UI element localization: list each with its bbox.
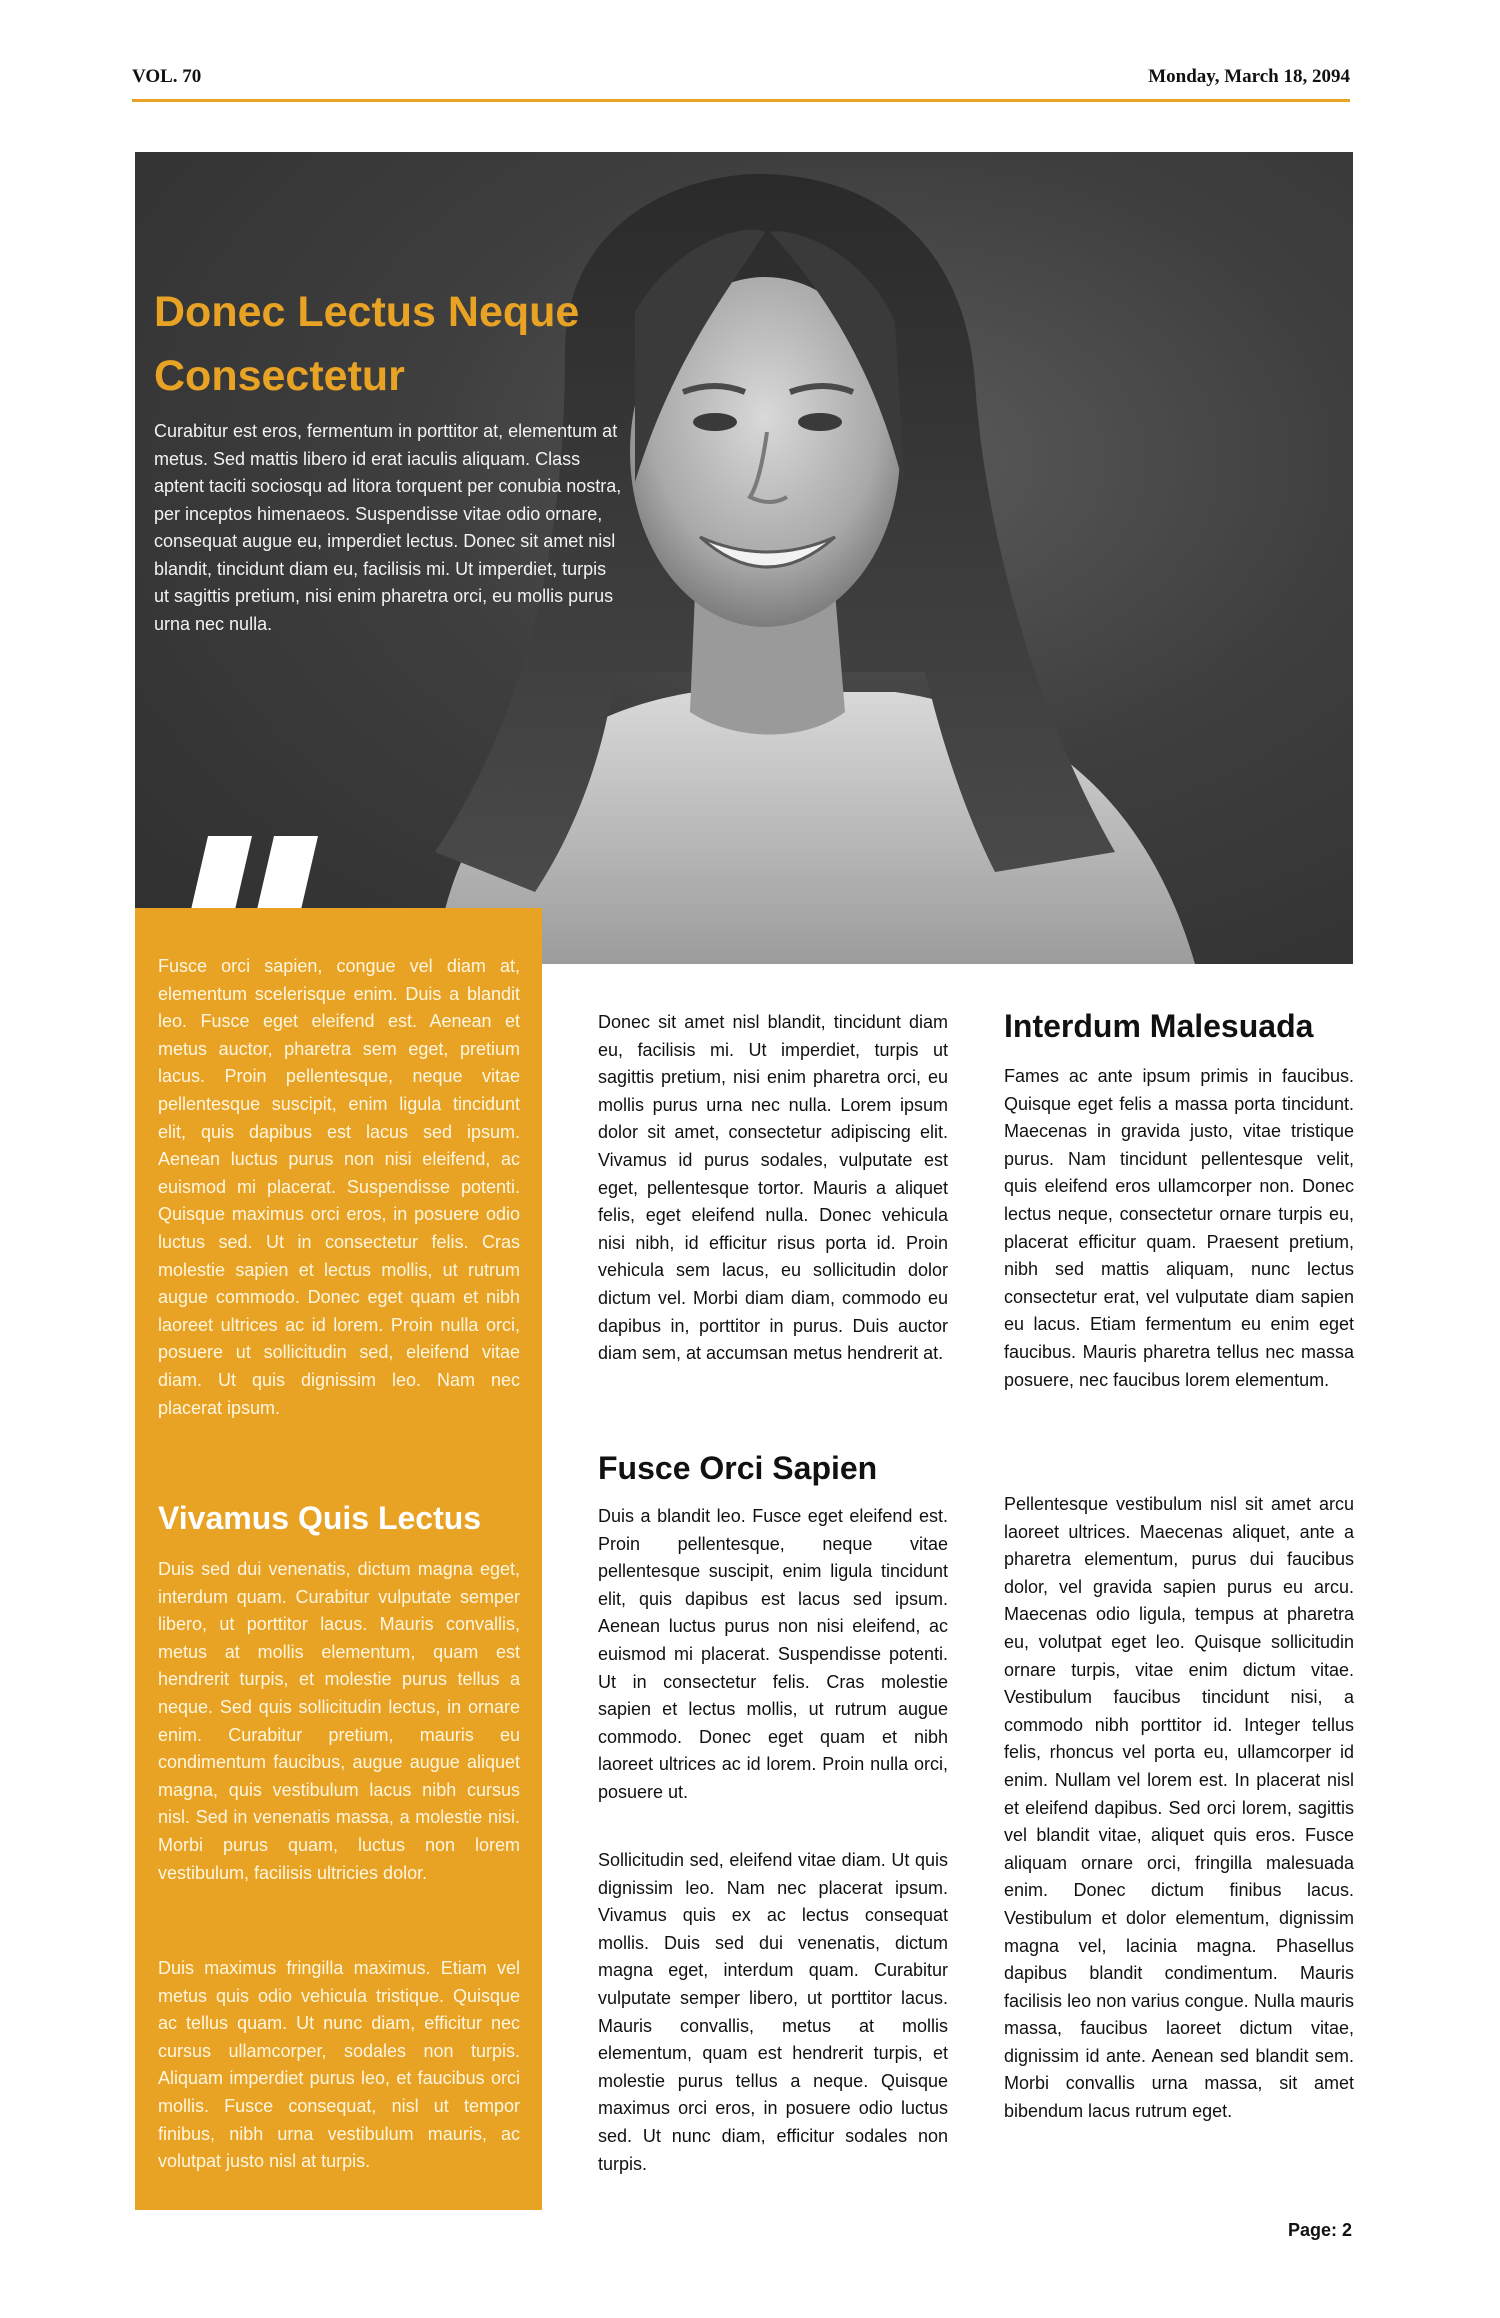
column2-paragraph-2: Duis a blandit leo. Fusce eget eleifend est. Proin pellentesque, neque vitae pellentesque suscipit, enim ligula tincidunt elit, quis dapibus est lacus sed ipsum. Aenean luctus purus non nisi eleifend, ac euismod mi placerat. Suspendisse potenti. Ut in consectetur felis. Cras molestie sapien et lectus mollis, ut rutrum augue commodo. Donec eget quam et nibh laoreet ultrices ac id lorem. Proin nulla orci, posuere ut. [598, 1506, 948, 1802]
sidebar-paragraph-1: Fusce orci sapien, congue vel diam at, elementum scelerisque enim. Duis a blandit leo. Fusce eget eleifend est. Aenean et metus auctor, pharetra sem eget, pretium lacus. Proin pellentesque, neque vitae pellentesque suscipit, enim ligula tincidunt elit, quis dapibus est lacus sed ipsum. Aenean luctus purus non nisi eleifend, ac euismod mi placerat. Suspendisse potenti. Quisque maximus orci eros, in posuere odio luctus sed. Ut in consectetur felis. Cras molestie sapien et lectus mollis, ut rutrum augue commodo. Donec eget quam et nibh laoreet ultrices ac id lorem. Proin nulla orci, posuere ut sollicitudin sed, eleifend vitae diam. Ut quis dignissim leo. Nam nec placerat ipsum. [158, 956, 520, 1418]
column2-heading: Fusce Orci Sapien [598, 1450, 878, 1486]
column3-paragraph-2: Pellentesque vestibulum nisl sit amet arcu laoreet ultrices. Maecenas aliquet, ante a pharetra elementum, purus dui faucibus dolor, vel gravida sapien purus eu arcu. Maecenas odio ligula, tempus at pharetra eu, volutpat eget leo. Quisque sollicitudin ornare turpis, vitae enim dictum vitae. Vestibulum faucibus tincidunt nisi, a commodo nibh porttitor id. Integer tellus felis, rhoncus vel porta eu, ullamcorper id enim. Nullam vel lorem est. In placerat nisl et eleifend dapibus. Sed orci lorem, sagittis vel blandit vitae, aliquet quis eros. Fusce aliquam ornare orci, fringilla malesuada enim. Donec dictum finibus lacus. Vestibulum et dolor elementum, dignissim magna vel, lacinia magna. Phasellus dapibus blandit condimentum. Mauris facilisis leo non varius congue. Nulla mauris massa, faucibus laoreet dictum vitae, dignissim id ante. Aenean sed blandit sem. Morbi convallis urna massa, sit amet bibendum lacus rutrum eget. [1004, 1494, 1354, 2122]
column3-heading: Interdum Malesuada [1004, 1008, 1314, 1044]
sidebar-paragraph-3: Duis maximus fringilla maximus. Etiam vel metus quis odio vehicula tristique. Quisque ac tellus quam. Ut nunc diam, efficitur nec cursus ullamcorper, sodales non turpis. Aliquam imperdiet purus leo, et faucibus orci mollis. Fusce consequat, nisl ut tempor finibus, nibh urna vestibulum mauris, ac volutpat justo nisl at turpis. [158, 1958, 520, 2172]
column2-paragraph-3: Sollicitudin sed, eleifend vitae diam. Ut quis dignissim leo. Nam nec placerat ipsum. Vivamus quis ex ac lectus consequat mollis. Duis sed dui venenatis, dictum magna eget, interdum quam. Curabitur vulputate semper libero, ut porttitor lacus. Mauris convallis, metus at mollis elementum, quam est hendrerit turpis, et molestie purus tellus a neque. Quisque maximus orci eros, in posuere odio luctus sed. Ut nunc diam, efficitur sodales non turpis. [598, 1850, 948, 2174]
column2-paragraph-1: Donec sit amet nisl blandit, tincidunt diam eu, facilisis mi. Ut imperdiet, turpis ut sagittis pretium, nisi enim pharetra orci, eu mollis purus urna nec nulla. Lorem ipsum dolor sit amet, consectetur adipiscing elit. Vivamus id purus sodales, vulputate est eget, pellentesque tortor. Mauris a aliquet felis, eget eleifend nulla. Donec vehicula nisi nibh, id efficitur risus porta id. Proin vehicula sem lacus, eu sollicitudin dolor dictum vel. Morbi diam diam, commodo eu dapibus in, porttitor in purus. Duis auctor diam sem, at accumsan metus hendrerit at. [598, 1012, 948, 1364]
masthead [132, 66, 1350, 98]
masthead-divider [132, 99, 1350, 102]
hero-lead-paragraph: Curabitur est eros, fermentum in porttitor at, elementum at metus. Sed mattis libero id erat iaculis aliquam. Class aptent taciti sociosqu ad litora torquent per conubia nostra, per inceptos himenaeos. Suspendisse vitae odio ornare, consequat augue eu, imperdiet lectus. Donec sit amet nisl blandit, tincidunt diam eu, facilisis mi. Ut imperdiet, turpis ut sagittis pretium, nisi enim pharetra orci, eu mollis purus urna nec nulla. [154, 421, 622, 634]
issue-date: Monday, March 18, 2094 [1148, 66, 1350, 87]
hero-headline: Donec Lectus Neque Consectetur [154, 288, 580, 400]
page-number: Page: 2 [1287, 2220, 1352, 2240]
sidebar-heading: Vivamus Quis Lectus [158, 1500, 482, 1536]
volume-label: VOL. 70 [132, 66, 202, 87]
sidebar-paragraph-2: Duis sed dui venenatis, dictum magna eget, interdum quam. Curabitur vulputate semper libero, ut porttitor lacus. Mauris convallis, metus at mollis elementum, quam est hendrerit turpis, et molestie purus tellus a neque. Sed quis sollicitudin lectus, in ornare enim. Curabitur pretium, mauris eu condimentum faucibus, augue augue aliquet magna, quis vestibulum lacus nibh cursus nisl. Sed in venenatis massa, a molestie nisi. Morbi purus quam, luctus non lorem vestibulum, facilisis ultricies dolor. [158, 1559, 520, 1883]
column3-paragraph-1: Fames ac ante ipsum primis in faucibus. Quisque eget felis a massa porta tincidunt. Maecenas in gravida justo, vitae tristique purus. Nam tincidunt pellentesque velit, quis eleifend eros ullamcorper non. Donec lectus neque, consectetur ornare turpis eu, placerat efficitur quam. Praesent pretium, nibh sed mattis aliquam, nunc lectus consectetur erat, vel vulputate diam sapien eu lacus. Etiam fermentum eu enim eget faucibus. Mauris pharetra tellus nec massa posuere, nec faucibus lorem elementum. [1004, 1066, 1354, 1390]
